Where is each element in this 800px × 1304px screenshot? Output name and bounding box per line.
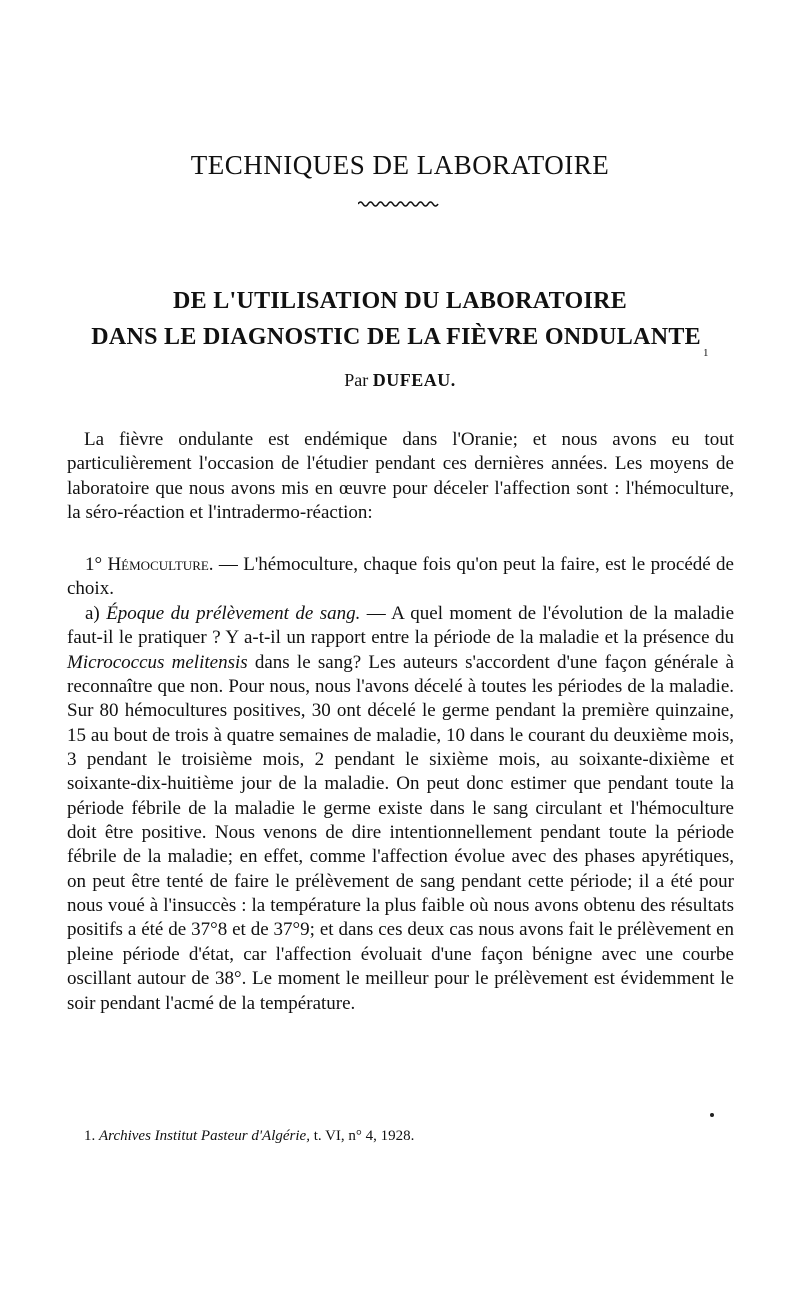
footnote-number: 1.	[84, 1128, 96, 1144]
article-title-line1: DE L'UTILISATION DU LABORATOIRE	[172, 288, 628, 314]
intro-paragraph: La fièvre ondulante est endémique dans l'Oranie; et nous avons eu tout particulièrement l'occasion de l'étudier pendant ces dernières années. Les moyens de laboratoire que nous avons mis en œuvre pour déceler l'affection sont : l'hémoculture, la séro-réaction et l'intradermo-réaction:	[67, 429, 734, 524]
footnote-source: Archives Institut Pasteur d'Algérie,	[99, 1128, 310, 1144]
section-title: TECHNIQUES DE LABORATOIRE	[190, 150, 610, 180]
section-1-paragraph	[67, 553, 734, 602]
article-title	[0, 283, 800, 359]
footnote-reference: t. VI, n° 4, 1928.	[309, 1128, 415, 1144]
ornament-divider	[358, 198, 440, 210]
subsection-text-2: dans le sang? Les auteurs s'accordent d'une façon générale à reconnaître que non. Pour nous, nous l'avons décelé à toutes les périodes de la maladie. Sur 80 hémocultures positives, 30 ont décelé le germe pendant la première quinzaine, 15 au bout de trois à quatre semaines de maladie, 10 dans le courant du deuxième mois, 3 pendant le troisième mois, 2 pendant le sixième mois, au soixante-dixième et soixante-dix-huitième jour de la maladie. On peut donc estimer que pendant toute la période fébrile de la maladie le germe existe dans le sang circulant et l'hémoculture doit être positive. Nous venons de dire intentionnellement pendant toute la période fébrile de la maladie; en effet, comme l'affection évolue avec des phases apyrétiques, on peut être tenté de faire le prélèvement de sang pendant cette période; il a été pour nous voué à l'insuccès : la température la plus faible où nous avons obtenu des résultats positifs a été de 37°8 et de 37°9; et dans ces deux cas nous avons fait le prélèvement en pleine période d'état, car l'affection évoluait d'une façon bénigne avec une courbe oscillant autour de 38°. Le moment le meilleur pour le prélèvement est évidemment le soir pendant l'acmé de la température.	[67, 651, 734, 1014]
author-name: DUFEAU.	[372, 370, 456, 390]
section-heading: Hémoculture.	[107, 554, 214, 575]
section-1-text: — L'hémoculture, chaque fois qu'on peut la faire, est le procédé de choix.	[67, 554, 734, 600]
stray-mark	[710, 1113, 714, 1117]
footnote	[84, 1128, 414, 1145]
organism-name: Micrococcus melitensis	[67, 651, 248, 673]
byline	[0, 370, 800, 391]
byline-prefix: Par	[344, 370, 369, 390]
subsection-text-1: — A quel moment de l'évolution de la maladie faut-il le pratiquer ? Y a-t-il un rapport entre la période de la maladie et la présence du	[67, 603, 735, 649]
section-number: 1°	[85, 554, 103, 575]
subsection-a-paragraph	[67, 602, 734, 1016]
article-title-line2: DANS LE DIAGNOSTIC DE LA FIÈVRE ONDULANTE	[91, 324, 701, 350]
footnote-marker[interactable]: 1	[702, 347, 709, 359]
subsection-heading: Époque du prélèvement de sang.	[106, 603, 361, 624]
subsection-label: a)	[85, 603, 100, 624]
